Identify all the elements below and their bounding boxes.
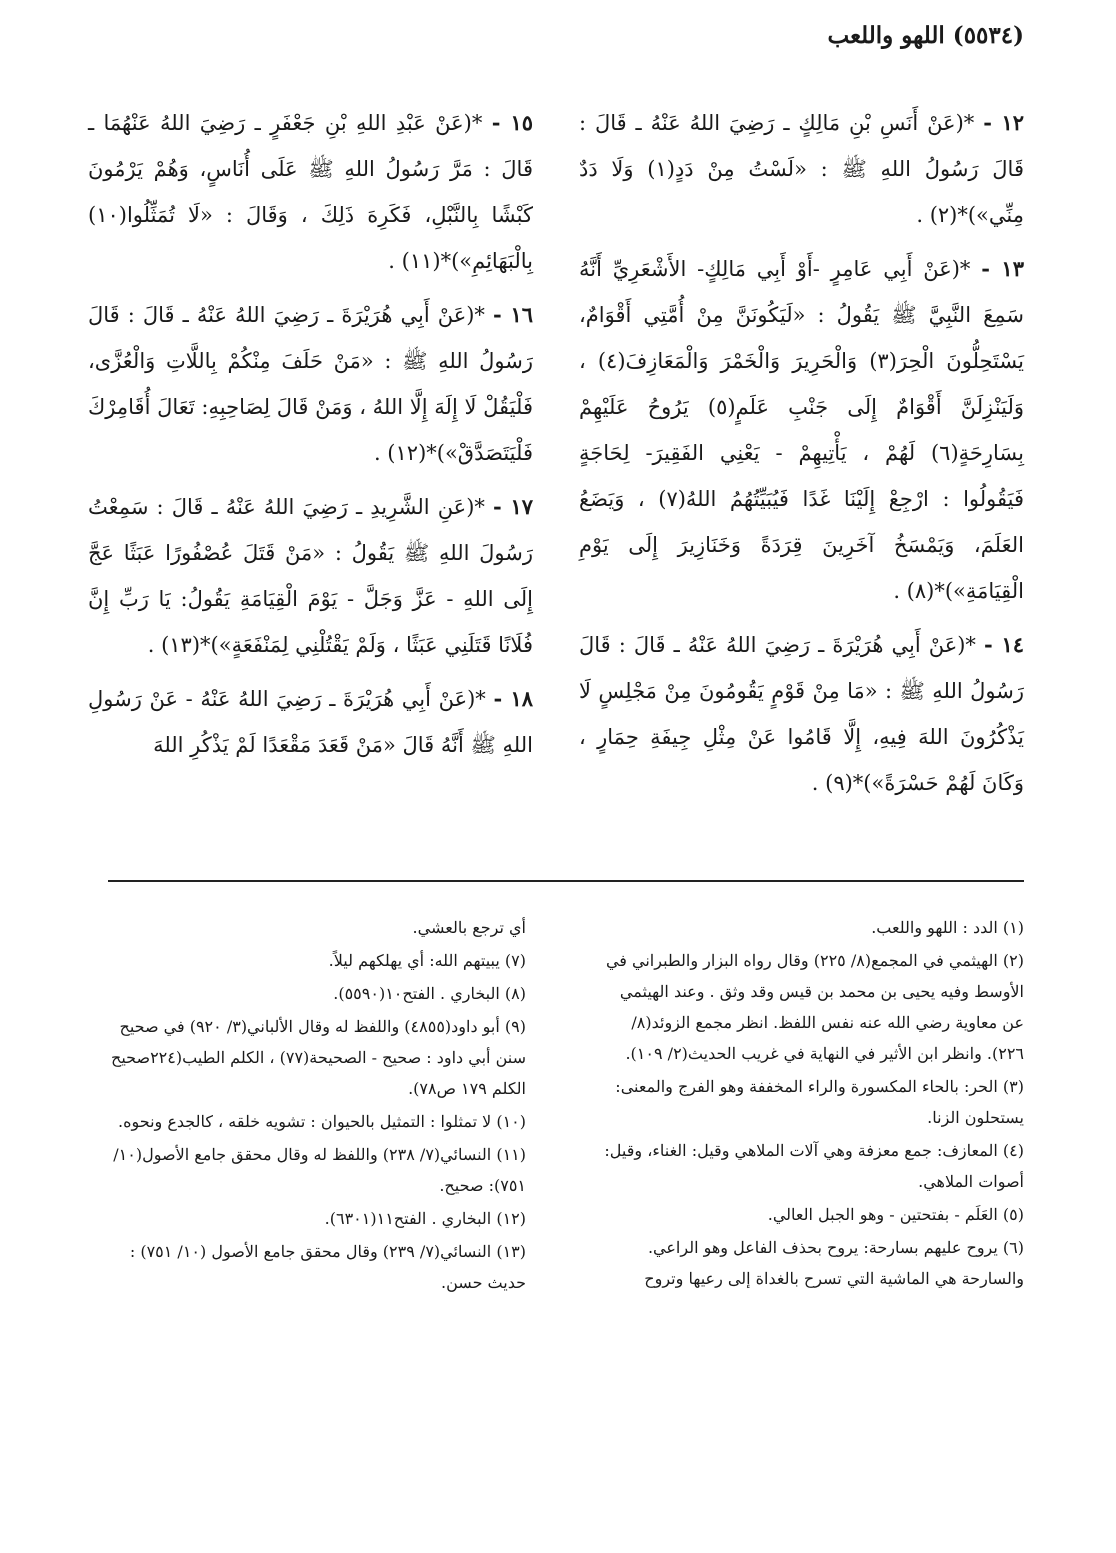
- footnote-8: (٨) البخاري . الفتح١٠(٥٥٩٠).: [333, 984, 526, 1003]
- hadith-13: [579, 246, 1024, 614]
- hadith-text: *(عَنْ أَبِي عَامِرٍ -أَوْ أَبِي مَالِكٍ- الأَشْعَرِيِّ أَنَّهُ سَمِعَ النَّبِيَّ ﷺ يَقُولُ : «لَيَكُونَنَّ مِنْ أُمَّتِي أَقْوَامٌ، يَسْتَحِلُّونَ الْحِرَ(٣) وَالْحَرِيرَ وَالْخَمْرَ وَالْمَعَازِفَ(٤) ، وَلَيَنْزِلَنَّ أَقْوَامٌ إِلَى جَنْبِ عَلَمٍ(٥) يَرُوحُ عَلَيْهِمْ بِسَارِحَةٍ(٦) لَهُمْ ، يَأْتِيهِمْ - يَعْنِي الفَقِيرَ- لِحَاجَةٍ فَيَقُولُوا : ارْجِعْ إِلَيْنَا غَدًا فَيُبَيِّتُهُمُ اللهُ(٧) ، وَيَضَعُ العَلَمَ، وَيَمْسَخُ آخَرِينَ قِرَدَةً وَخَنَازِيرَ إِلَى يَوْمِ الْقِيَامَةِ»)*(٨) .: [579, 257, 1024, 603]
- hadith-text: *(عَنْ أَبِي هُرَيْرَةَ ـ رَضِيَ اللهُ عَنْهُ - عَنْ رَسُولِ اللهِ ﷺ أَنَّهُ قَالَ «مَنْ قَعَدَ مَقْعَدًا لَمْ يَذْكُرِ اللهَ: [88, 687, 533, 757]
- footnotes-column-left: [96, 912, 526, 1300]
- hadith-text: *(عَنْ أَنَسِ بْنِ مَالِكٍ ـ رَضِيَ اللهُ عَنْهُ ـ قَالَ : قَالَ رَسُولُ اللهِ ﷺ : «لَسْتُ مِنْ دَدٍ(١) وَلَا دَدٌ مِنِّي»)*(٢) .: [579, 111, 1024, 227]
- hadith-text: *(عَنِ الشَّرِيدِ ـ رَضِيَ اللهُ عَنْهُ ـ قَالَ : سَمِعْتُ رَسُولَ اللهِ ﷺ يَقُولُ : «مَنْ قَتَلَ عُصْفُورًا عَبَثًا عَجَّ إِلَى اللهِ - عَزَّ وَجَلَّ - يَوْمَ الْقِيَامَةِ يَقُولُ: يَا رَبِّ إِنَّ فُلَانًا قَتَلَنِي عَبَثًا ، وَلَمْ يَقْتُلْنِي لِمَنْفَعَةٍ»)*(١٣) .: [88, 495, 533, 657]
- hadith-number: ١٧ -: [493, 494, 533, 519]
- hadith-number: ١٣ -: [981, 256, 1024, 281]
- footnote-3: (٣) الحر: بالحاء المكسورة والراء المخففة وهو الفرج والمعنى: يستحلون الزنا.: [615, 1077, 1024, 1127]
- footnote-9: (٩) أبو داود(٤٨٥٥) واللفظ له وقال الألباني(٣/ ٩٢٠) في صحيح سنن أبي داود : صحيح - الصحيحة(٧٧) ، الكلم الطيب(٢٢٤صحيح الكلم ١٧٩ ص٧٨).: [111, 1017, 526, 1098]
- hadith-number: ١٤ -: [984, 632, 1024, 657]
- footnote-6: (٦) يروح عليهم بسارحة: يروح بحذف الفاعل وهو الراعي. والسارحة هي الماشية التي تسرح بالغداة إلى رعيها وتروح: [644, 1238, 1024, 1288]
- text-column-right: [579, 100, 1024, 814]
- footnote-11: (١١) النسائي(٧/ ٢٣٨) واللفظ له وقال محقق جامع الأصول(١٠/ ٧٥١): صحيح.: [113, 1145, 526, 1195]
- hadith-text: *(عَنْ عَبْدِ اللهِ بْنِ جَعْفَرٍ ـ رَضِيَ اللهُ عَنْهُمَا ـ قَالَ : مَرَّ رَسُولُ اللهِ ﷺ عَلَى أُنَاسٍ، وَهُمْ يَرْمُونَ كَبْشًا بِالنَّبْلِ، فَكَرِهَ ذَلِكَ ، وَقَالَ : «لَا تُمَثِّلُوا(١٠) بِالْبَهَائِمِ»)*(١١) .: [88, 111, 533, 273]
- hadith-number: ١٢ -: [983, 110, 1025, 135]
- text-column-left: [88, 100, 533, 776]
- hadith-18: [88, 676, 533, 768]
- footnote-10: (١٠) لا تمثلوا : التمثيل بالحيوان : تشويه خلقه ، كالجدع ونحوه.: [118, 1112, 526, 1131]
- hadith-number: ١٦ -: [493, 302, 533, 327]
- page-title: (٥٥٣٤) اللهو واللعب: [827, 22, 1024, 49]
- footnote-divider: [108, 880, 1024, 882]
- hadith-text: *(عَنْ أَبِي هُرَيْرَةَ ـ رَضِيَ اللهُ عَنْهُ ـ قَالَ : قَالَ رَسُولُ اللهِ ﷺ : «مَنْ حَلَفَ مِنْكُمْ بِاللَّاتِ وَالْعُزَّى، فَلْيَقُلْ لَا إِلَهَ إِلَّا اللهُ ، وَمَنْ قَالَ لِصَاحِبِهِ: تَعَالَ أُقَامِرْكَ فَلْيَتَصَدَّقْ»)*(١٢) .: [88, 303, 533, 465]
- footnote-12: (١٢) البخاري . الفتح١١(٦٣٠١).: [324, 1209, 526, 1228]
- footnote-4: (٤) المعازف: جمع معزفة وهي آلات الملاهي وقيل: الغناء، وقيل: أصوات الملاهي.: [604, 1141, 1024, 1191]
- hadith-15: [88, 100, 533, 284]
- hadith-14: [579, 622, 1024, 806]
- hadith-text: *(عَنْ أَبِي هُرَيْرَةَ ـ رَضِيَ اللهُ عَنْهُ ـ قَالَ : قَالَ رَسُولُ اللهِ ﷺ : «مَا مِنْ قَوْمٍ يَقُومُونَ مِنْ مَجْلِسٍ لَا يَذْكُرُونَ اللهَ فِيهِ، إِلَّا قَامُوا عَنْ مِثْلِ جِيفَةِ حِمَارٍ ، وَكَانَ لَهُمْ حَسْرَةً»)*(٩) .: [579, 633, 1024, 795]
- footnote-13: (١٣) النسائي(٧/ ٢٣٩) وقال محقق جامع الأصول (١٠/ ٧٥١) : حديث حسن.: [129, 1242, 526, 1292]
- footnote-1: (١) الدد : اللهو واللعب.: [871, 918, 1024, 937]
- footnote-6-continued: أي ترجع بالعشي.: [412, 918, 526, 937]
- footnote-5: (٥) العَلَم - بفتحتين - وهو الجبل العالي.: [767, 1205, 1024, 1224]
- page-header: [92, 22, 1024, 49]
- footnote-7: (٧) يبيتهم الله: أي يهلكهم ليلاً.: [328, 951, 526, 970]
- hadith-12: [579, 100, 1024, 238]
- footnote-2: (٢) الهيثمي في المجمع(٨/ ٢٢٥) وقال رواه البزار والطبراني في الأوسط وفيه يحيى بن محمد بن قيس وقد وثق . وعند الهيثمي عن معاوية رضي الله عنه نفس اللفظ. انظر مجمع الزوئد(٨/ ٢٢٦). وانظر ابن الأثير في النهاية في غريب الحديث(٢/ ١٠٩).: [605, 951, 1024, 1063]
- hadith-number: ١٥ -: [491, 110, 533, 135]
- footnotes-column-right: [594, 912, 1024, 1296]
- hadith-16: [88, 292, 533, 476]
- hadith-number: ١٨ -: [493, 686, 533, 711]
- hadith-17: [88, 484, 533, 668]
